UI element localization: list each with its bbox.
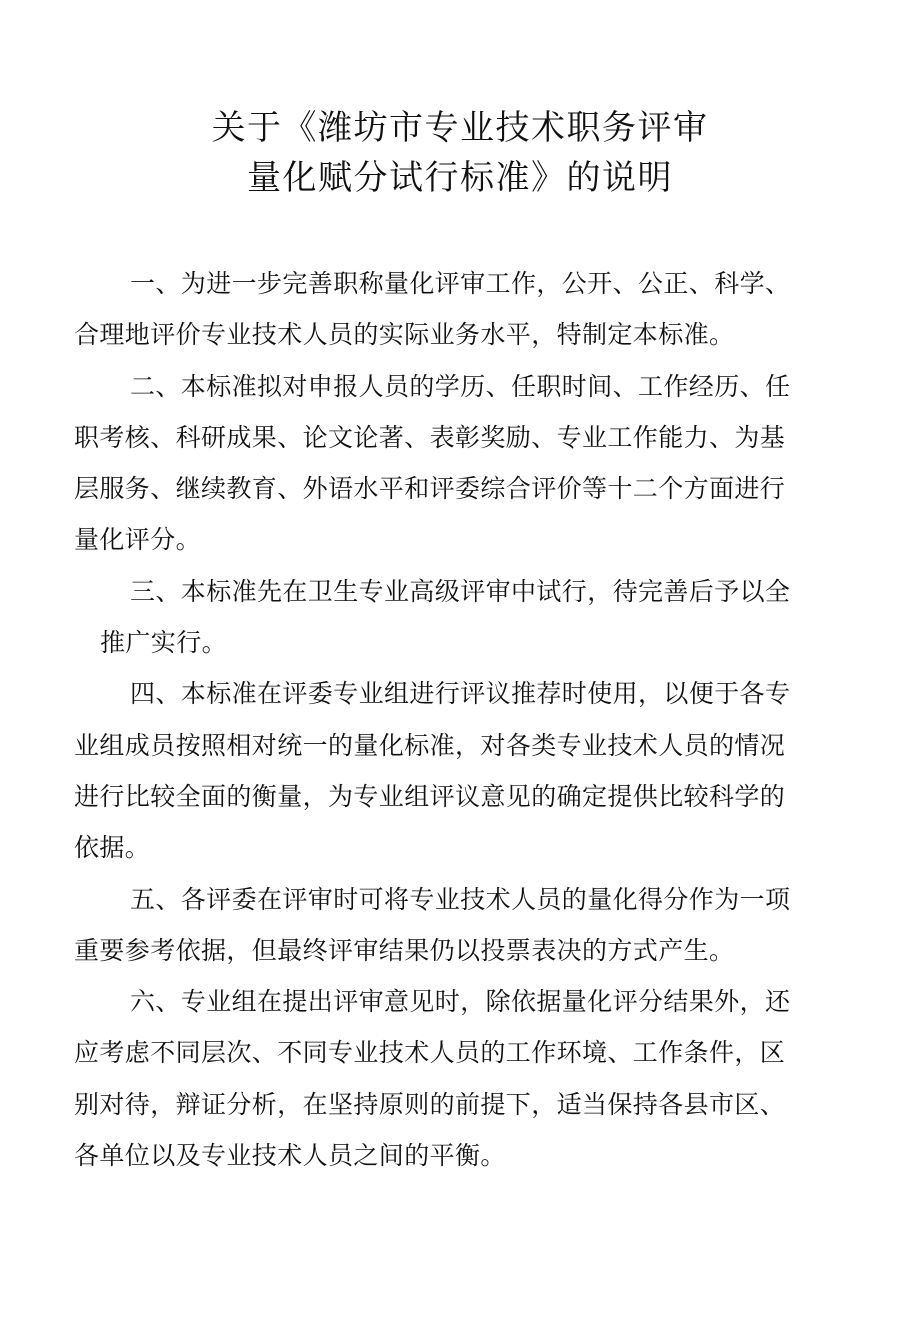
document-title-line-1: 关于《潍坊市专业技术职务评审 [211, 108, 709, 148]
paragraph-line: 重要参考依据，但最终评审结果仍以投票表决的方式产生。 [74, 935, 735, 965]
document-body [74, 258, 854, 1181]
paragraph-line: 职考核、科研成果、论文论著、表彰奖励、专业工作能力、为基 [74, 422, 786, 452]
paragraph-5 [74, 874, 854, 977]
paragraph-2 [74, 361, 854, 566]
paragraph-line: 四、本标准在评委专业组进行评议推荐时使用，以便于各专 [130, 679, 791, 709]
paragraph-6 [74, 976, 854, 1181]
paragraph-line: 量化评分。 [74, 525, 202, 555]
document-title-line-2: 量化赋分试行标准》的说明 [247, 158, 673, 198]
paragraph-line: 六、专业组在提出评审意见时，除依据量化评分结果外，还 [130, 987, 791, 1017]
paragraph-line: 依据。 [74, 833, 151, 863]
paragraph-line: 推广实行。 [100, 628, 228, 658]
paragraph-line: 别对待，辩证分析，在坚持原则的前提下，适当保持各县市区、 [74, 1089, 786, 1119]
paragraph-4 [74, 668, 854, 873]
paragraph-line: 一、为进一步完善职称量化评审工作，公开、公正、科学、 [130, 269, 791, 298]
paragraph-line: 合理地评价专业技术人员的实际业务水平，特制定本标准。 [74, 320, 735, 350]
paragraph-line: 五、各评委在评审时可将专业技术人员的量化得分作为一项 [130, 884, 791, 914]
paragraph-1 [74, 258, 854, 361]
paragraph-line: 进行比较全面的衡量，为专业组评议意见的确定提供比较科学的 [74, 781, 786, 811]
paragraph-3 [74, 566, 854, 669]
paragraph-line: 三、本标准先在卫生专业高级评审中试行，待完善后予以全 [130, 576, 791, 606]
paragraph-line: 应考虑不同层次、不同专业技术人员的工作环境、工作条件，区 [74, 1038, 786, 1068]
paragraph-line: 各单位以及专业技术人员之间的平衡。 [74, 1141, 506, 1171]
paragraph-line: 业组成员按照相对统一的量化标准，对各类专业技术人员的情况 [74, 730, 786, 760]
paragraph-line: 层服务、继续教育、外语水平和评委综合评价等十二个方面进行 [74, 474, 786, 504]
paragraph-line: 二、本标准拟对申报人员的学历、任职时间、工作经历、任 [130, 371, 791, 401]
